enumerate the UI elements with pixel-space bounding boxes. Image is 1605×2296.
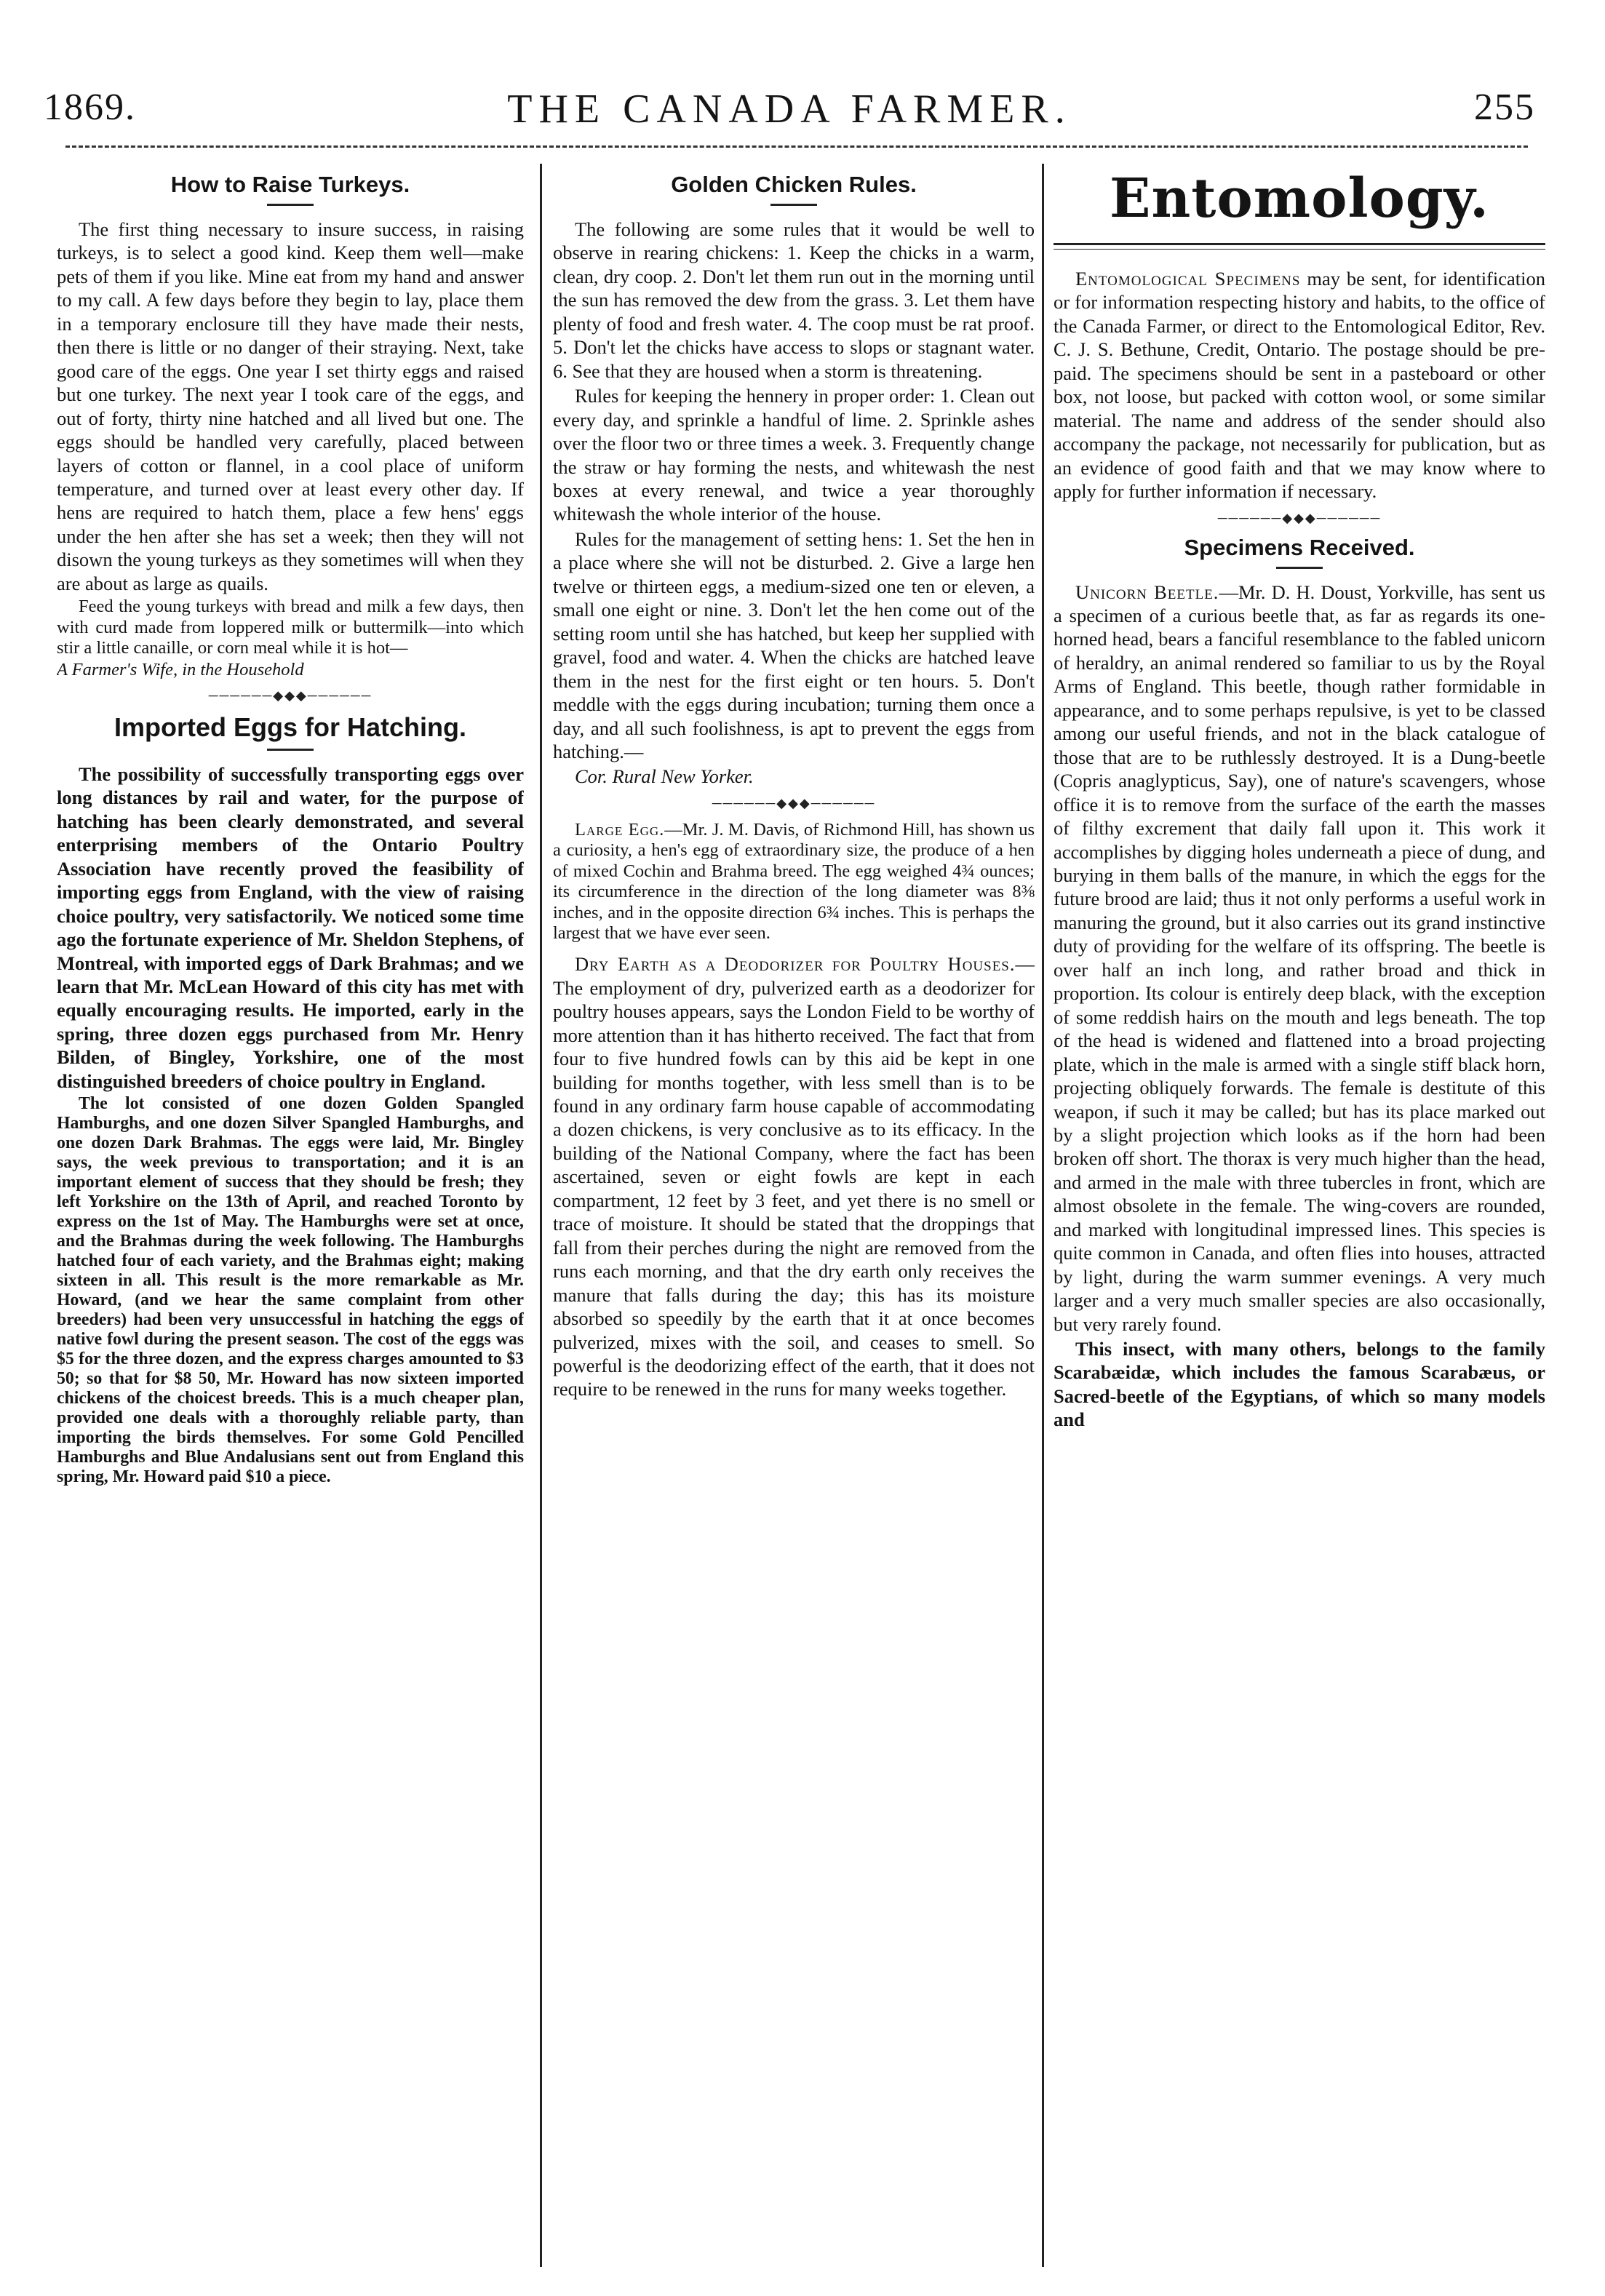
- large-egg-paragraph: [553, 820, 1035, 944]
- turkeys-paragraph-2: Feed the young turkeys with bread and milk a few days, then with curd made from loppered milk or buttermilk—into which stir a little canaille, or corn meal while it is hot—: [57, 597, 524, 658]
- dry-earth-body: —The employment of dry, pulverized earth as a deodorizer for poultry houses appears, says the London Field to be worthy of more attention than it has hitherto received. The fact that from four to five hundred fowls can by this aid be kept in one building for months together, with less smell than is to be found in any ordinary farm house capable of accommodating a dozen chickens, is very conclusive as to its efficacy. In the building of the National Company, where the fact has been ascertained, seven or eight fowls are kept in each compartment, 12 feet by 3 feet, and yet there is no smell or trace of moisture. It should be stated that the droppings that fall from their perches during the night are removed from the runs each morning, and that the dry earth only receives the manure that falls during the day; this has its moisture absorbed so speedily by the earth that it at once becomes pulverized, mixes with the soil, and ceases to smell. So powerful is the deodorizing effect of the earth, that it does not require to be renewed in the runs for many weeks together.: [553, 953, 1035, 1400]
- page-number: 255: [1474, 87, 1535, 128]
- turkeys-credit: A Farmer's Wife, in the Household: [57, 660, 304, 680]
- chicken-rules-paragraph-3: Rules for the management of setting hens: 1. Set the hen in a place where she will not be disturbed. 2. Give a large hen twelve or thirteen eggs, a medium-sized one ten or eleven, a small one eight or nine. 3. Don't let the hen come out of the setting room until she has hatched, but keep her supplied with gravel, food and water. 4. When the chicks are hatched leave them in the nest for the first eight or ten hours. 5. Don't meddle with the eggs during incubation; turning them once a day, and all such foolishness, is apt to prevent the eggs from hatching.—: [553, 527, 1035, 762]
- beetle-lead: Unicorn Beetle.: [1075, 581, 1219, 603]
- large-egg-body: —Mr. J. M. Davis, of Richmond Hill, has shown us a curiosity, a hen's egg of extraordinary size, the produce of a hen of mixed Cochin and Brahma breed. The egg weighed 4¾ ounces; its circumference in the direction of the long diameter was 8⅜ inches, and in the opposite direction 6¾ inches. This is perhaps the largest that we have ever seen.: [553, 819, 1035, 943]
- masthead-rule: [65, 146, 1528, 148]
- entomology-heading: Entomology.: [1110, 167, 1489, 230]
- eggs-paragraph-1: The possibility of successfully transporting eggs over long distances by rail and water, for the purpose of hatching has been clearly demonstrated, and several enterprising members of the Ontario Poultry Association have recently proved the feasibility of importing eggs from England, with the view of raising choice poultry, very satisfactorily. We noticed some time ago the fortunate experience of Mr. Sheldon Stephens, of Montreal, with imported eggs of Dark Brahmas; and we learn that Mr. McLean Howard of this city has met with equally encouraging results. He imported, early in the spring, three dozen eggs purchased from Mr. Henry Bilden, of Bingley, Yorkshire, one of the most distinguished breeders of choice poultry in England.: [57, 762, 524, 1092]
- specimens-heading-rule: [1276, 567, 1323, 569]
- eggs-heading-rule: [267, 749, 314, 751]
- column-3: [1054, 167, 1545, 2267]
- entomology-notice: [1054, 267, 1545, 503]
- specimens-heading: Specimens Received.: [1184, 534, 1415, 560]
- column-divider-1: [540, 164, 542, 2267]
- entomology-rule: [1054, 243, 1545, 250]
- issue-year: 1869.: [44, 87, 136, 128]
- beetle-paragraph-2: This insect, with many others, belongs to the family Scarabæidæ, which includes the famous Scarabæus, or Sacred-beetle of the Egyptians, of which so many models and: [1054, 1338, 1545, 1431]
- chicken-rules-paragraph-1: The following are some rules that it would be well to observe in rearing chickens: 1. Keep the chicks in a warm, clean, dry coop. 2. Don't let them run out in the morning until the sun has removed the dew from the grass. 3. Let them have plenty of food and fresh water. 4. The coop must be rat proof. 5. Don't let the chicks have access to slops or stagnant water. 6. See that they are housed when a storm is threatening.: [553, 218, 1035, 382]
- turkeys-heading-rule: [267, 204, 314, 206]
- eggs-heading: Imported Eggs for Hatching.: [113, 711, 466, 742]
- unicorn-beetle-paragraph: [1054, 581, 1545, 1336]
- turkeys-heading: How to Raise Turkeys.: [170, 172, 410, 197]
- chicken-rules-paragraph-2: Rules for keeping the hennery in proper order: 1. Clean out every day, and sprinkle a handful of lime. 2. Sprinkle ashes over the floor two or three times a week. 3. Frequently change the straw or hay forming the nests, and whitewash the nest boxes at every renewal, and twice a year thoroughly whitewash the whole interior of the house.: [553, 385, 1035, 525]
- column-1: [57, 167, 524, 2267]
- turkeys-paragraph-1: The first thing necessary to insure success, in raising turkeys, is to select a good kind. Keep them well—make pets of them if you like. Mine eat from my hand and answer to my call. A few days before they begin to lay, place them in a temporary enclosure till they have made their nests, then there is little or no danger of their straying. Next, take good care of the eggs. One year I set thirty eggs and raised but one turkey. The next year I took care of the eggs, and out of forty, thirty nine hatched and all lived but one. The eggs should be handled very carefully, placed between layers of cotton or flannel, in a cool place of uniform temperature, and turned over at least every other day. If hens are required to hatch them, place a few hens' eggs under the hen after she has set a week; then they will not disown the young turkeys as they sometimes will when they are about as large as quails.: [57, 218, 524, 594]
- chicken-rules-heading: Golden Chicken Rules.: [671, 172, 917, 197]
- chicken-rules-heading-rule: [770, 204, 817, 206]
- column-2: [553, 167, 1035, 2267]
- dry-earth-paragraph: [553, 952, 1035, 1401]
- eggs-paragraph-2: The lot consisted of one dozen Golden Spangled Hamburghs, and one dozen Silver Spangled Hamburghs, and one dozen Dark Brahmas. The eggs were laid, Mr. Bingley says, the week previous to transportation; and it is an important element of success that they should be fresh; they left Yorkshire on the 13th of April, and reached Toronto by express on the 1st of May. The Hamburghs were set at once, and the Brahmas during the week following. The Hamburghs hatched four of each variety, and the Brahmas eight; making sixteen in all. This result is the more remarkable as Mr. Howard, (and we hear the same complaint from other breeders) had been very unsuccessful in hatching the eggs of native fowl during the present season. The cost of the eggs was $5 for the three dozen, and the express charges amounted to $3 50; so that for $8 50, Mr. Howard has now sixteen imported chickens of the choicest breeds. This is a much cheaper plan, provided one deals with a thoroughly reliable party, than importing the birds themselves. For some Gold Pencilled Hamburghs and Blue Andalusians sent out from England this spring, Mr. Howard paid $10 a piece.: [57, 1094, 524, 1487]
- column-divider-2: [1042, 164, 1044, 2267]
- ornament-divider: ────── ◆◆◆ ──────: [57, 688, 524, 703]
- notice-lead: Entomological Specimens: [1075, 268, 1301, 290]
- newspaper-title: THE CANADA FARMER.: [507, 87, 1072, 132]
- ornament-divider: ────── ◆◆◆ ──────: [553, 796, 1035, 811]
- chicken-rules-credit: Cor. Rural New Yorker.: [575, 765, 754, 788]
- masthead: [44, 86, 1535, 137]
- notice-body: may be sent, for identification or for information respecting history and habits, to the office of the Canada Farmer, or direct to the Entomological Editor, Rev. C. J. S. Bethune, Credit, Ontario. The postage should be pre-paid. The specimens should be sent in a pasteboard or other box, not loose, but packed with cotton wool, or some similar material. The name and address of the sender should also accompany the package, not necessarily for publication, but as an evidence of good faith and that we may know where to apply for further information if necessary.: [1054, 268, 1545, 503]
- ornament-divider: ────── ◆◆◆ ──────: [1054, 511, 1545, 526]
- large-egg-lead: Large Egg.: [575, 819, 665, 840]
- dry-earth-lead: Dry Earth as a Deodorizer for Poultry Houses.: [575, 953, 1016, 976]
- beetle-body: —Mr. D. H. Doust, Yorkville, has sent us a specimen of a curious beetle that, as far as regards its one-horned head, bears a fanciful resemblance to the fabled unicorn of heraldry, an animal rendered so familiar to us by the Royal Arms of England. This beetle, though rather formidable in appearance, and to some perhaps repulsive, is yet to be classed among our useful friends, and not in the black catalogue of those that are to be ruthlessly destroyed. It is a Dung-beetle (Copris anaglypticus, Say), one of nature's scavengers, whose office it is to remove from the surface of the earth the masses of filthy excrement that daily fall upon it. This work it accomplishes by digging holes underneath a piece of dung, and burying in them balls of the manure, in which the eggs for the future brood are laid; thus it not only performs a useful work in manuring the ground, but it also carries out its grand instinctive duty of providing for the welfare of its offspring. The beetle is over half an inch long, and rather broad and thick in proportion. Its colour is entirely deep black, with the exception of some reddish hairs on the mouth and legs beneath. The top of the head is widened and flattened into a broad projecting plate, which in the male is armed with a single stiff black horn, projecting obliquely forwards. The female is destitute of this weapon, if such it may be called; but has its place marked out by a slight projection which looks as if the horn had been broken off short. The thorax is very much higher than the head, and armed in the male with three tubercles in front, which are almost obsolete in the female. The wing-covers are rounded, and marked with longitudinal impressed lines. This species is quite common in Canada, and often flies into houses, attracted by light, during the warm summer evenings. A very much larger and a very much smaller species are also occasionally, but very rarely found.: [1054, 581, 1545, 1335]
